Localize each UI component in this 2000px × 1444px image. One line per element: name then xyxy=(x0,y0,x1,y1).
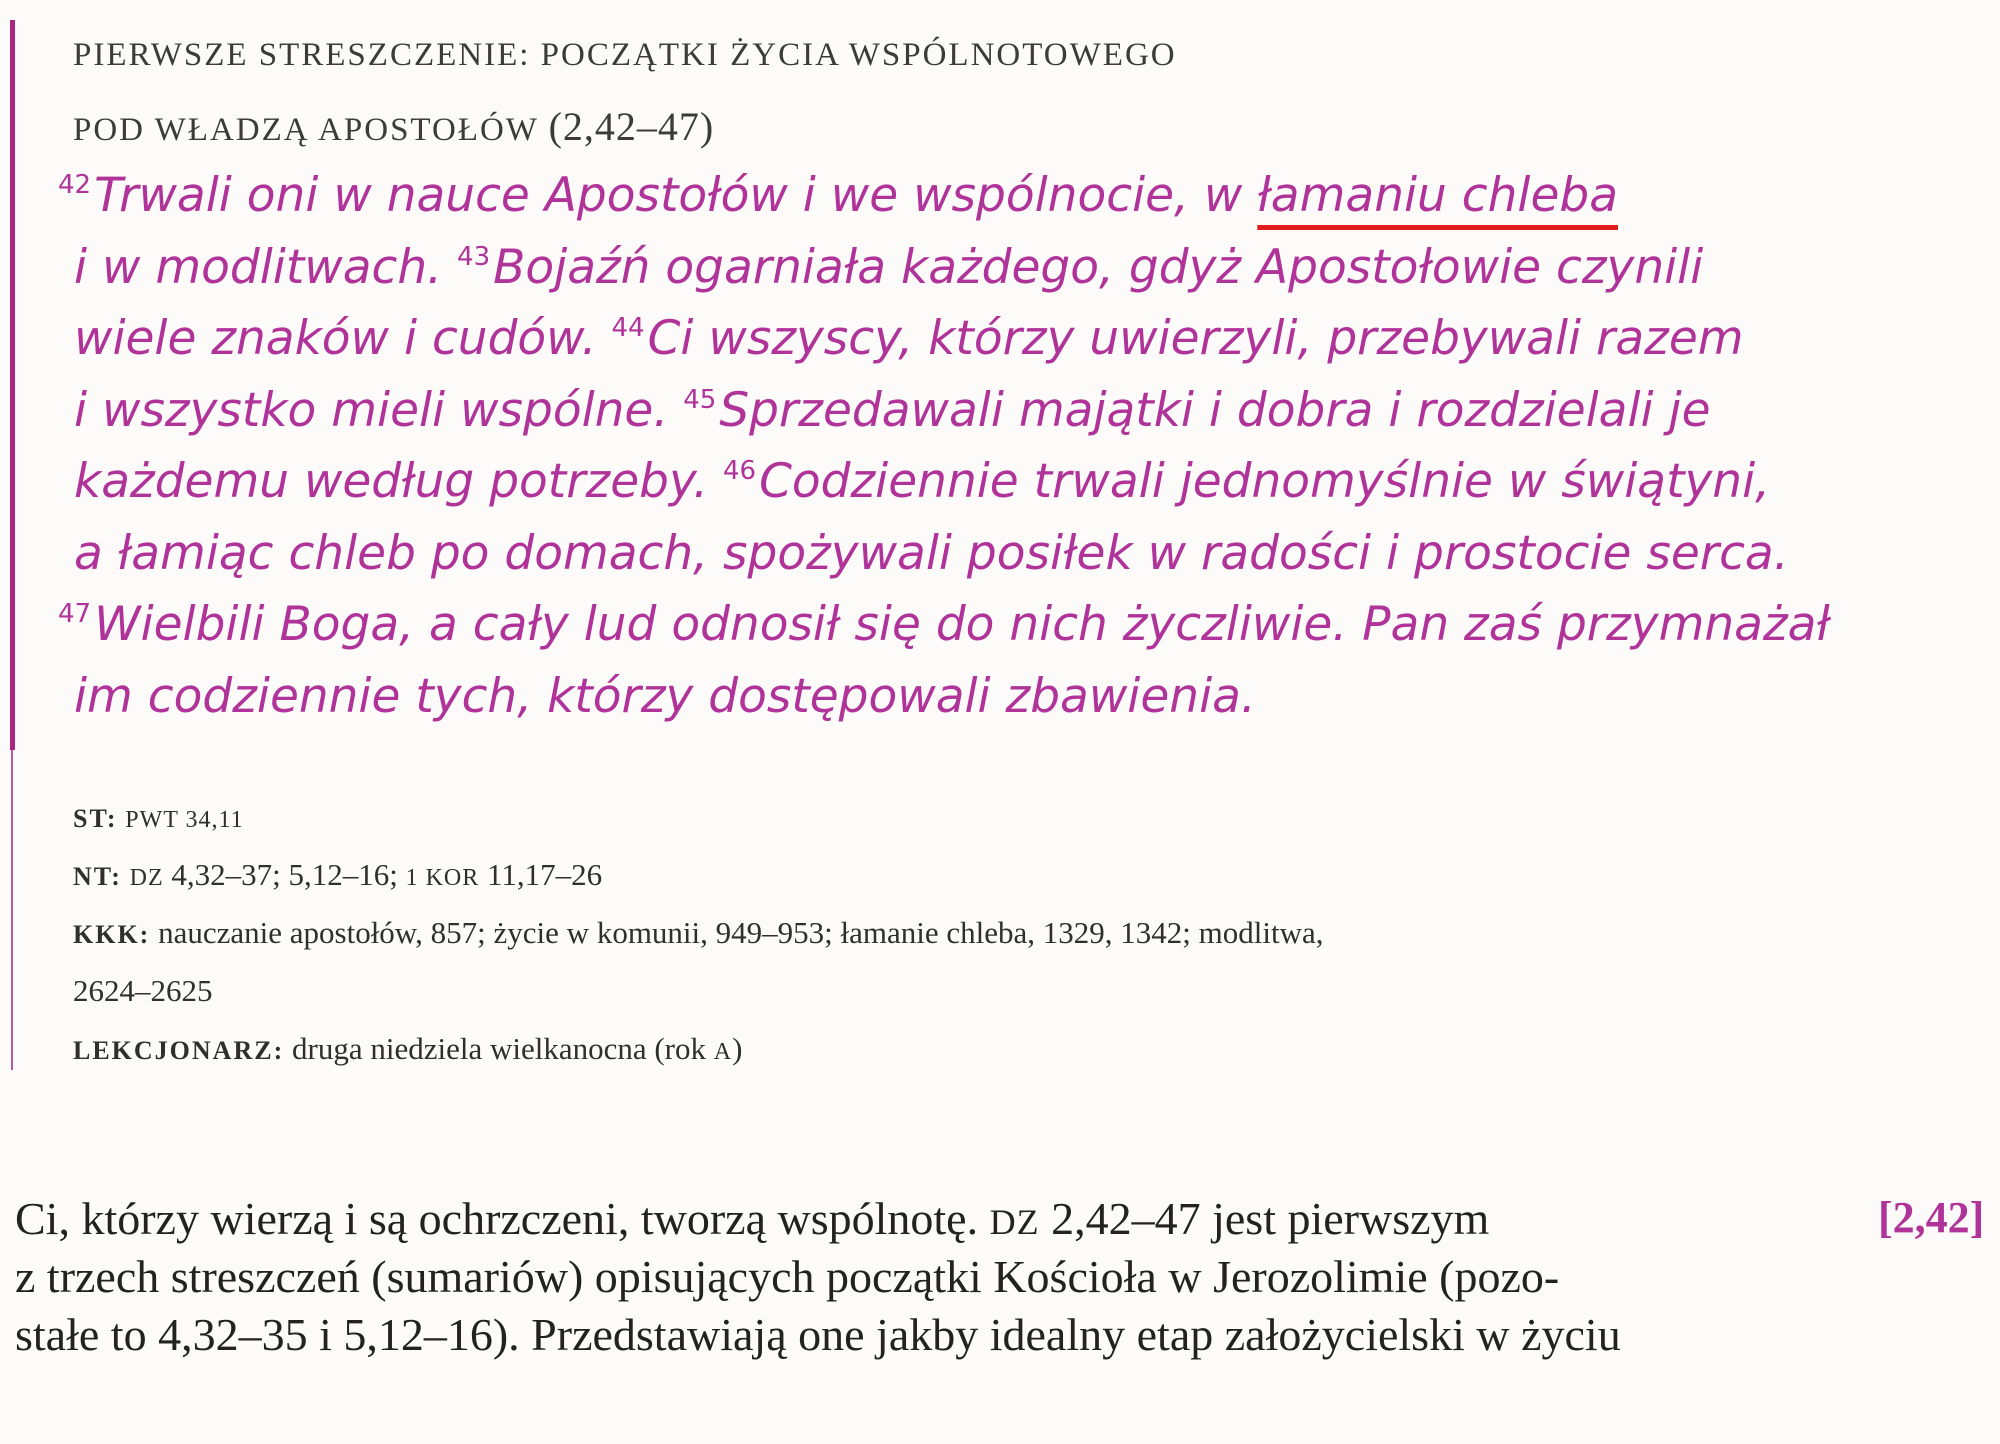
side-rule xyxy=(10,20,15,750)
reference-label: LEKCJONARZ: xyxy=(73,1036,285,1065)
verse-text: Codziennie trwali jednomyślnie w świątyni, xyxy=(759,454,1771,509)
commentary-line: stałe to 4,32–35 i 5,12–16). Przedstawiają one jakby idealny etap założycielski w życiu xyxy=(15,1309,1621,1360)
reference-lekcjonarz xyxy=(73,1020,1873,1078)
verse-number: 42 xyxy=(58,170,92,200)
commentary-line: z trzech streszczeń (sumariów) opisujących początki Kościoła w Jerozolimie (pozo- xyxy=(15,1251,1560,1302)
side-rule-lower xyxy=(11,750,13,1070)
verse-line xyxy=(58,303,1938,375)
commentary-text: DZ xyxy=(989,1202,1040,1242)
verse-text: Bojaźń ogarniała każdego, gdyż Apostołowie czynili xyxy=(493,239,1704,295)
reference-value: nauczanie apostołów, 857; życie w komunii, 949–953; łamanie chleba, 1329, 1342; modlitwa, xyxy=(158,915,1324,950)
reference-value: PWT 34,11 xyxy=(125,807,244,833)
verse-text: Wielbili Boga, a cały lud odnosił się do nich życzliwie. Pan zaś przymnażał xyxy=(94,597,1830,652)
verse-text: a łamiąc chleb po domach, spożywali posiłek w radości i prostocie serca. xyxy=(74,525,1789,581)
verse-text: Ci wszyscy, którzy uwierzyli, przebywali razem xyxy=(647,311,1744,366)
commentary-text: Ci, którzy wierzą i są ochrzczeni, tworzą wspólnotę. xyxy=(15,1193,990,1244)
verse-number: 43 xyxy=(457,241,491,272)
section-heading-line-2 xyxy=(73,103,714,150)
verse-text: im codziennie tych, którzy dostępowali zbawienia. xyxy=(74,668,1256,724)
reference-value: 2624–2625 xyxy=(73,973,213,1008)
verse-number: 45 xyxy=(683,384,717,415)
verse-text: każdemu według potrzeby. xyxy=(74,454,724,509)
reference-value: ) xyxy=(732,1031,743,1066)
verse-line xyxy=(58,589,1938,661)
verse-number: 47 xyxy=(58,599,92,629)
reference-label: ST: xyxy=(73,804,118,833)
section-heading-line-1: PIERWSZE STRESZCZENIE: POCZĄTKI ŻYCIA WSPÓLNOTOWEGO xyxy=(73,37,1177,73)
section-heading-text: POD WŁADZĄ APOSTOŁÓW xyxy=(73,112,549,148)
reference-nt xyxy=(73,846,1873,904)
commentary-paragraph xyxy=(15,1190,1835,1364)
verse-text: i w modlitwach. xyxy=(74,239,458,295)
verse-line xyxy=(58,446,1938,518)
reference-value: A xyxy=(713,1039,733,1065)
reference-value: 4,32–37; 5,12–16; xyxy=(163,857,406,892)
reference-label: NT: xyxy=(73,862,122,891)
commentary-line xyxy=(15,1190,1835,1248)
commentary-text: 2,42–47 jest pierwszym xyxy=(1039,1193,1490,1244)
verse-line xyxy=(58,375,1938,447)
reference-kkk xyxy=(73,904,1873,962)
verse-line xyxy=(58,518,1938,590)
reference-label: KKK: xyxy=(73,920,151,949)
reference-value: 11,17–26 xyxy=(479,857,603,892)
margin-reference: [2,42] xyxy=(1878,1193,1985,1242)
reference-value: 1 KOR xyxy=(405,865,480,891)
reference-kkk-continued xyxy=(73,962,1873,1020)
verse-text: Sprzedawali majątki i dobra i rozdzielali je xyxy=(719,382,1711,438)
reference-value: druga niedziela wielkanocna (rok xyxy=(292,1031,714,1066)
verse-line xyxy=(58,160,1938,232)
verse-text: wiele znaków i cudów. xyxy=(74,311,612,366)
verse-line xyxy=(58,661,1938,733)
verse-text: Trwali oni w nauce Apostołów i we wspólnocie, w xyxy=(94,168,1258,223)
verse-number: 46 xyxy=(723,456,757,486)
reference-st xyxy=(73,788,1873,846)
verse-line xyxy=(58,232,1938,304)
reference-value: DZ xyxy=(129,865,164,891)
verse-text: i wszystko mieli wspólne. xyxy=(74,382,684,438)
scripture-passage xyxy=(58,160,1938,732)
section-heading-reference: (2,42–47) xyxy=(548,104,715,149)
verse-number: 44 xyxy=(611,313,645,343)
underlined-phrase: łamaniu chleba xyxy=(1257,168,1619,223)
cross-references xyxy=(73,788,1873,1078)
